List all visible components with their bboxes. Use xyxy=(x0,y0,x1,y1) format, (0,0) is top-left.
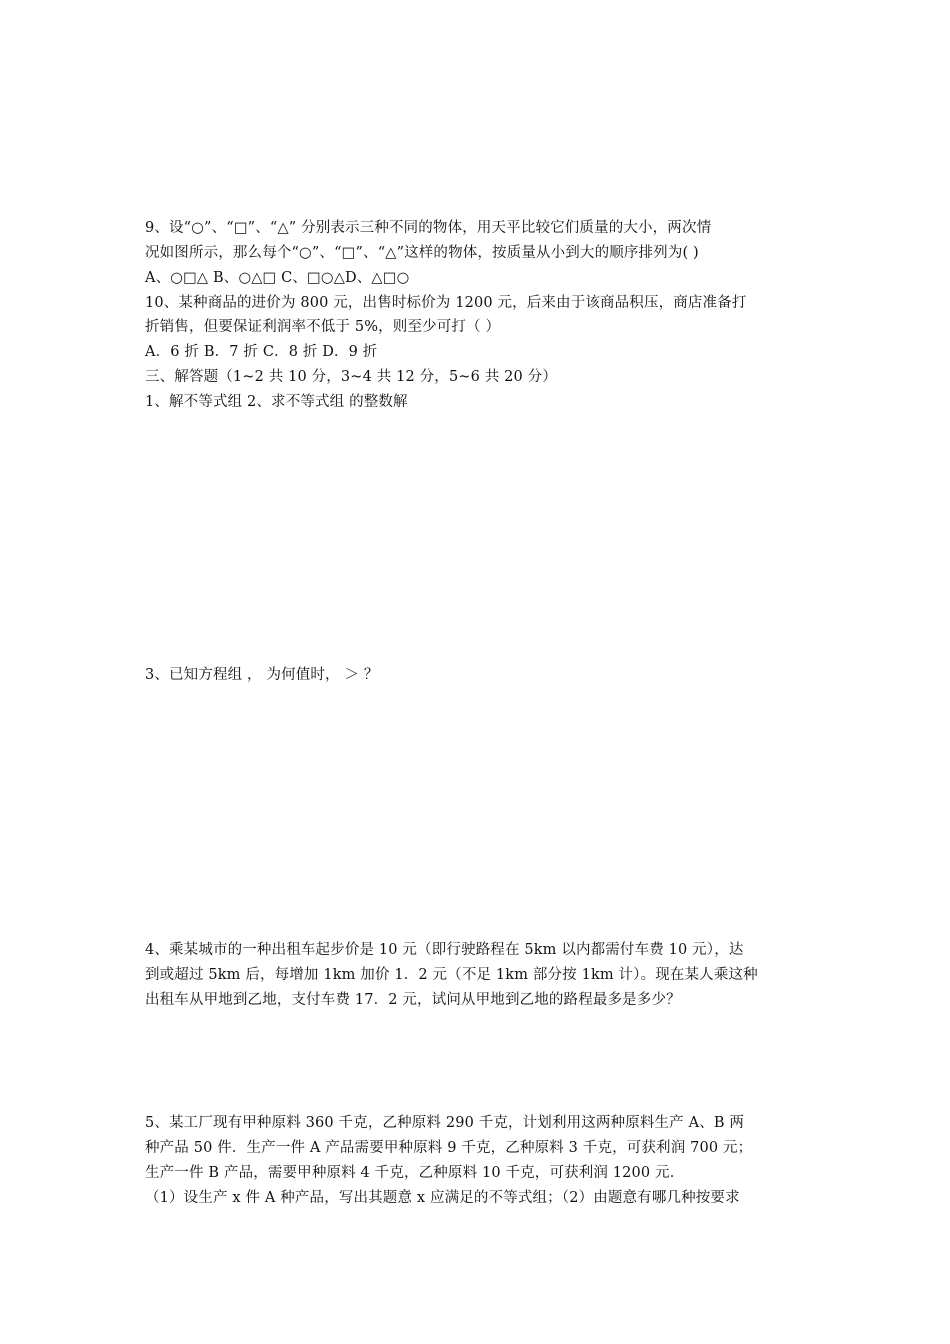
question-10-line-1: 10、某种商品的进价为 800 元，出售时标价为 1200 元，后来由于该商品积压，商店准备打 xyxy=(145,295,747,311)
question-9-line-1: 9、设“○”、“□”、“△” 分别表示三种不同的物体，用天平比较它们质量的大小，两次情 xyxy=(145,220,712,236)
problem-3: 3、已知方程组 ， 为何值时， ＞ ？ xyxy=(145,667,379,683)
question-9-options: A、○□△ B、○△□ C、□○△D、△□○ xyxy=(145,270,410,286)
question-10-line-2: 折销售，但要保证利润率不低于 5%，则至少可打（ ） xyxy=(145,319,501,335)
question-9-line-2: 况如图所示，那么每个“○”、“□”、“△”这样的物体，按质量从小到大的顺序排列为( ) xyxy=(145,245,699,261)
section-3-heading: 三、解答题（1~2 共 10 分，3~4 共 12 分，5~6 共 20 分） xyxy=(145,369,557,385)
question-10-options: A．6 折 B．7 折 C．8 折 D．9 折 xyxy=(145,344,378,360)
problem-4-line-3: 出租车从甲地到乙地，支付车费 17．2 元，试问从甲地到乙地的路程最多是多少？ xyxy=(145,992,681,1008)
problem-5-line-2: 种产品 50 件．生产一件 A 产品需要甲种原料 9 千克，乙种原料 3 千克，可获利润 700 元； xyxy=(145,1140,753,1156)
problem-1-2: 1、解不等式组 2、求不等式组 的整数解 xyxy=(145,394,408,410)
problem-5-line-3: 生产一件 B 产品，需要甲种原料 4 千克，乙种原料 10 千克，可获利润 1200 元． xyxy=(145,1165,685,1181)
problem-4-line-2: 到或超过 5km 后，每增加 1km 加价 1．2 元（不足 1km 部分按 1km 计）。现在某人乘这种 xyxy=(145,967,758,983)
problem-4-line-1: 4、乘某城市的一种出租车起步价是 10 元（即行驶路程在 5km 以内都需付车费 10 元），达 xyxy=(145,942,744,958)
problem-5-line-4: （1）设生产 x 件 A 种产品，写出其题意 x 应满足的不等式组；（2）由题意有哪几种按要求 xyxy=(145,1190,740,1206)
problem-5-line-1: 5、某工厂现有甲种原料 360 千克，乙种原料 290 千克，计划利用这两种原料生产 A、B 两 xyxy=(145,1115,745,1131)
